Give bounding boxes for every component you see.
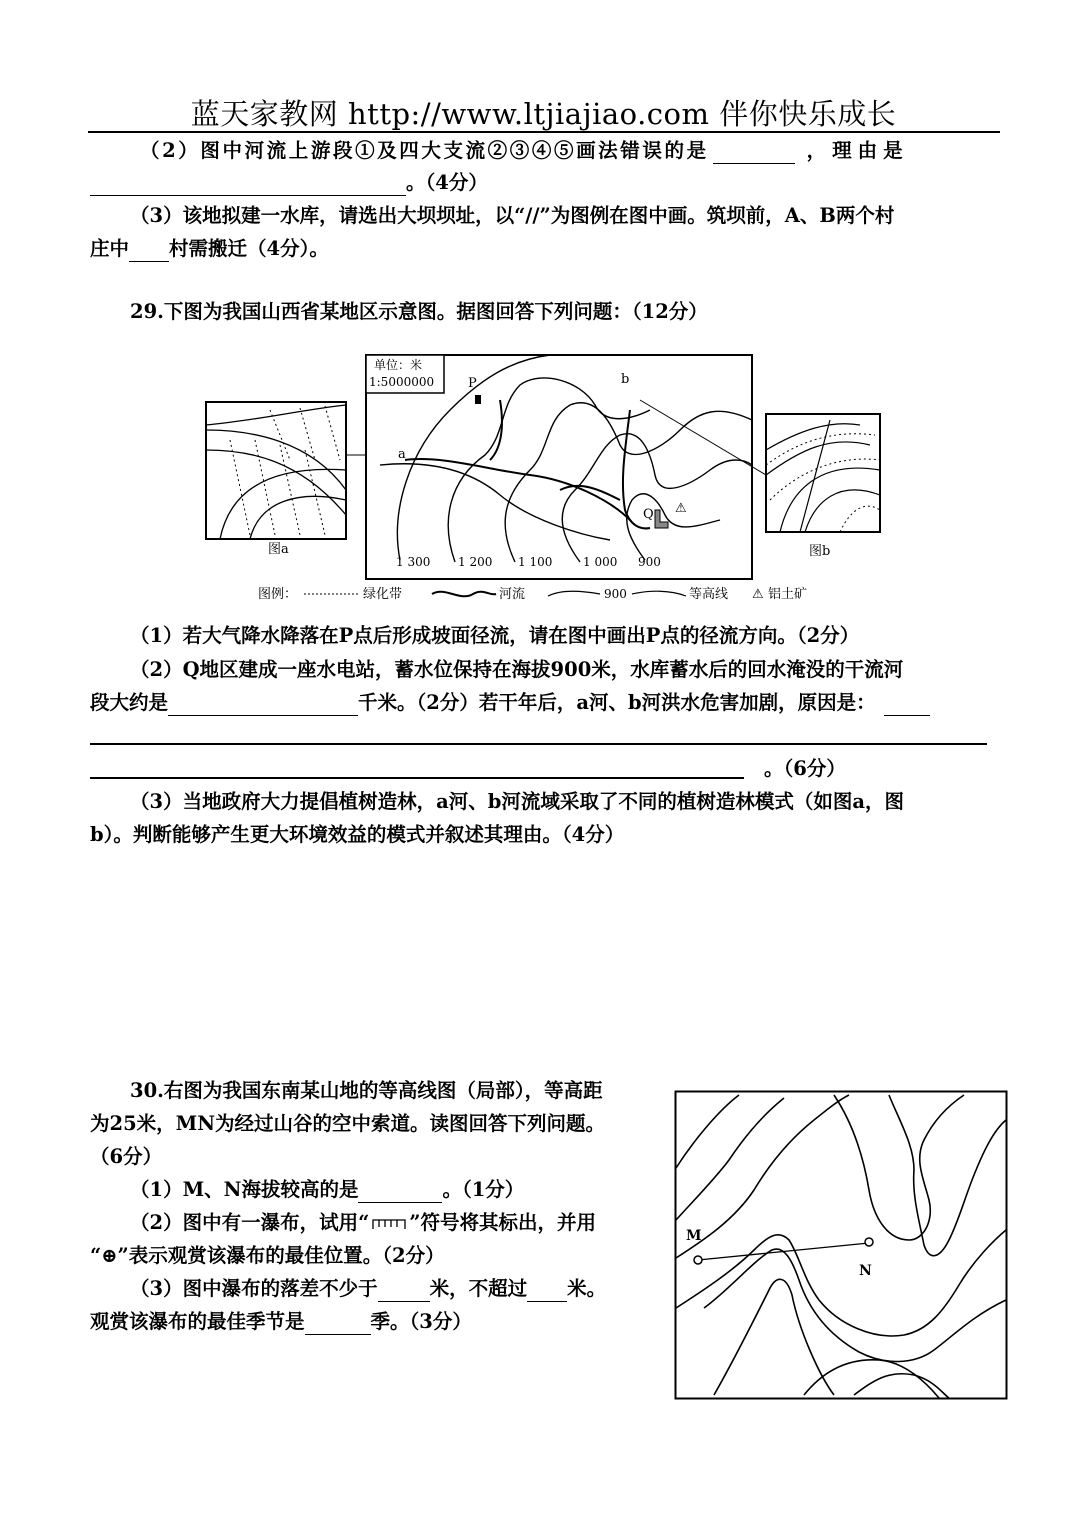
legend-contour-line-right bbox=[632, 591, 686, 596]
map-unit-label: 单位：米 bbox=[374, 358, 423, 372]
inset-b-frame bbox=[766, 414, 880, 532]
q30-line2: 为25米，MN为经过山谷的空中索道。读图回答下列问题。 bbox=[90, 1112, 606, 1135]
contour-label-1200: 1 200 bbox=[458, 555, 493, 569]
q29-part1: （1）若大气降水降落在P点后形成坡面径流，请在图中画出P点的径流方向。（2分） bbox=[130, 624, 860, 647]
q30-part2-text: （2）图中有一瀑布，试用“ bbox=[130, 1211, 370, 1234]
q30-part1 bbox=[130, 1177, 524, 1203]
page-header: 蓝天家教网 http://www.ltjiajiao.com 伴你快乐成长 bbox=[190, 97, 897, 131]
q28-part3-line2 bbox=[90, 236, 329, 262]
q29-part3-line2: b）。判断能够产生更大环境效益的模式并叙述其理由。（4分） bbox=[90, 823, 625, 846]
header-rule bbox=[88, 131, 1000, 133]
q30-line3: （6分） bbox=[90, 1145, 163, 1168]
legend-river-line bbox=[432, 592, 496, 597]
legend-title: 图例： bbox=[258, 587, 298, 602]
legend-mine-icon: ⚠ bbox=[752, 587, 764, 602]
q30-part2-line2: “⊕”表示观赏该瀑布的最佳位置。（2分） bbox=[90, 1244, 445, 1267]
q30-part2-line1 bbox=[130, 1210, 596, 1236]
point-m-marker bbox=[694, 1256, 702, 1264]
answer-blank[interactable] bbox=[527, 1281, 567, 1302]
contour-label-1000: 1 000 bbox=[583, 555, 618, 569]
q29-title: 29.下图为我国山西省某地区示意图。据图回答下列问题：（12分） bbox=[130, 300, 708, 323]
q28-part3-score: 村需搬迁（4分）。 bbox=[169, 237, 329, 260]
answer-blank[interactable] bbox=[168, 695, 358, 716]
fig-b-caption: 图b bbox=[809, 544, 831, 559]
label-q: Q bbox=[643, 507, 654, 522]
mine-icon: ⚠ bbox=[675, 501, 687, 516]
point-p-marker bbox=[475, 395, 481, 404]
legend-mine-label: 铝土矿 bbox=[768, 587, 808, 602]
q28-part3-text: 庄中 bbox=[90, 237, 130, 260]
label-p: P bbox=[468, 376, 477, 391]
legend-green-label: 绿化带 bbox=[363, 587, 403, 602]
label-a: a bbox=[398, 447, 406, 462]
q28-part2-line2 bbox=[90, 170, 488, 196]
q29-part2-line1: （2）Q地区建成一座水电站，蓄水位保持在海拔900米，水库蓄水后的回水淹没的干流河 bbox=[130, 658, 904, 681]
q28-part2-reason-label: ，理由是 bbox=[806, 139, 909, 162]
answer-blank[interactable] bbox=[90, 175, 406, 196]
q30-part3-line2 bbox=[90, 1309, 472, 1335]
q29-part2-line2 bbox=[90, 690, 930, 716]
legend-river-label: 河流 bbox=[499, 587, 526, 602]
waterfall-symbol-icon bbox=[371, 1217, 407, 1231]
answer-blank[interactable] bbox=[305, 1314, 371, 1335]
q30-part2-text-b: ”符号将其标出，并用 bbox=[409, 1211, 597, 1234]
dam-icon bbox=[655, 510, 668, 528]
answer-blank[interactable] bbox=[358, 1182, 442, 1203]
q28-part2-score: 。（4分） bbox=[406, 171, 488, 194]
q30-part3-text: （3）图中瀑布的落差不少于 bbox=[130, 1277, 378, 1300]
mountain-contour-map bbox=[674, 1090, 1010, 1402]
contour-map-frame bbox=[676, 1092, 1007, 1399]
answer-blank[interactable] bbox=[129, 241, 169, 262]
q30-part1-text: （1）M、N海拔较高的是 bbox=[130, 1178, 359, 1201]
q29-part2-text: 段大约是 bbox=[90, 691, 169, 714]
q30-part3-text-c: 米。 bbox=[567, 1277, 607, 1300]
shanxi-region-map bbox=[200, 350, 890, 610]
label-b: b bbox=[621, 372, 630, 387]
q30-part1-score: 。（1分） bbox=[442, 1178, 525, 1201]
label-m: M bbox=[686, 1228, 702, 1244]
point-n-marker bbox=[865, 1238, 873, 1246]
answer-blank[interactable] bbox=[884, 695, 930, 716]
answer-blank[interactable] bbox=[713, 143, 795, 164]
contour-label-1300: 1 300 bbox=[396, 555, 431, 569]
q29-part3-line1: （3）当地政府大力提倡植树造林，a河、b河流域采取了不同的植树造林模式（如图a，图 bbox=[130, 790, 904, 813]
q28-part2-line1 bbox=[140, 138, 909, 164]
answer-blank[interactable] bbox=[378, 1281, 430, 1302]
q30-part3-score: 季。（3分） bbox=[370, 1310, 472, 1333]
contour-label-1100: 1 100 bbox=[518, 555, 553, 569]
fig-a-caption: 图a bbox=[268, 542, 289, 557]
q30-line1: 30.右图为我国东南某山地的等高线图（局部），等高距 bbox=[130, 1079, 603, 1102]
label-n: N bbox=[859, 1263, 872, 1279]
map-scale-label: 1:5000000 bbox=[369, 375, 435, 389]
answer-rule[interactable] bbox=[90, 777, 744, 779]
q29-part2-reason-label: 千米。（2分）若干年后，a河、b河洪水危害加剧，原因是： bbox=[358, 691, 876, 714]
q29-part2-score: 。（6分） bbox=[764, 757, 846, 780]
q30-part3-season-text: 观赏该瀑布的最佳季节是 bbox=[90, 1310, 305, 1333]
q30-part3-line1 bbox=[130, 1276, 606, 1302]
q28-part2-text: （2）图中河流上游段①及四大支流②③④⑤画法错误的是 bbox=[140, 139, 709, 162]
q30-part3-text-b: 米，不超过 bbox=[429, 1277, 528, 1300]
contour-label-900: 900 bbox=[638, 555, 661, 569]
q28-part3-line1: （3）该地拟建一水库，请选出大坝坝址，以“//”为图例在图中画。筑坝前，A、B两个村 bbox=[130, 204, 895, 227]
answer-rule[interactable] bbox=[90, 743, 987, 745]
legend-contour-line-left bbox=[548, 591, 600, 596]
inset-b-connector bbox=[640, 400, 766, 475]
legend-contour-label: 等高线 bbox=[689, 587, 729, 602]
legend-900-label: 900 bbox=[604, 587, 627, 601]
